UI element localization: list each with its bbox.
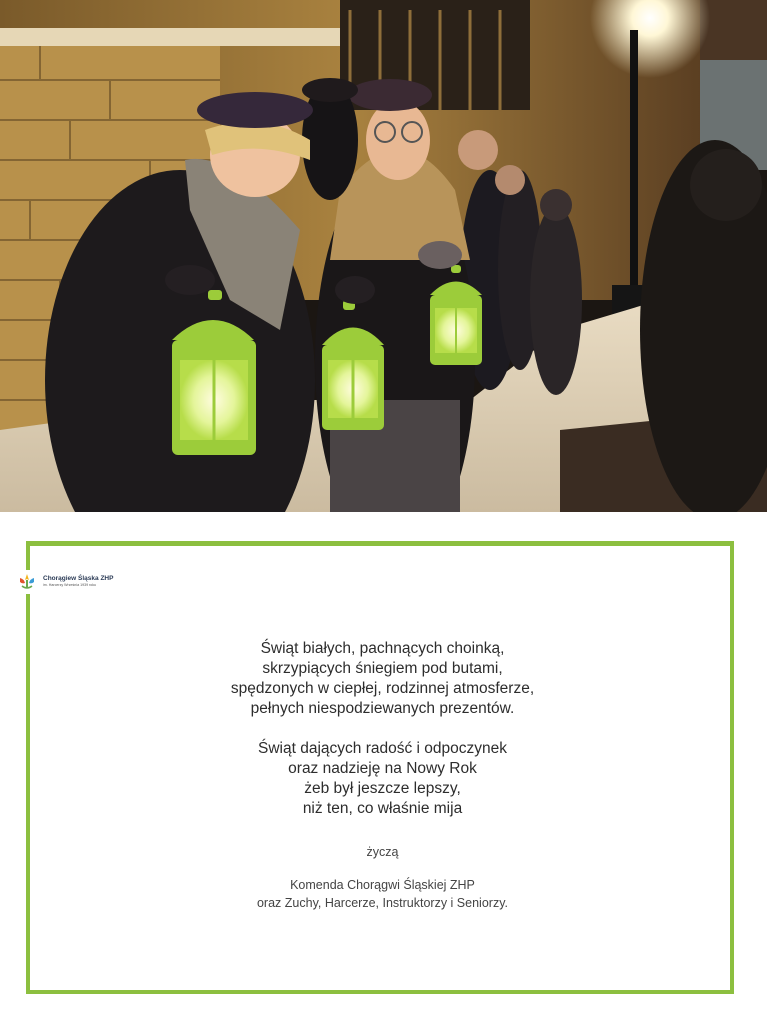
- verse-line: żeb był jeszcze lepszy,: [304, 780, 461, 797]
- wish-word: życzą: [366, 845, 399, 859]
- signature-line: Komenda Chorągwi Śląskiej ZHP: [290, 878, 475, 892]
- verse-line: Świąt dających radość i odpoczynek: [258, 740, 507, 757]
- verse-second-stanza: [60, 739, 705, 819]
- zhp-logo: [16, 570, 156, 594]
- signature-block: [60, 876, 705, 912]
- lily-logo-icon: [16, 572, 38, 592]
- verse-line: niż ten, co właśnie mija: [302, 800, 463, 817]
- verse-line: Świąt białych, pachnących choinką,: [260, 640, 505, 657]
- logo-title: Chorągiew Śląska ZHP: [43, 574, 114, 582]
- verse-first-stanza: [60, 639, 705, 719]
- verse-line: pełnych niespodziewanych prezentów.: [250, 700, 515, 717]
- verse-line: spędzonych w ciepłej, rodzinnej atmosferze,: [230, 680, 535, 697]
- logo-subtitle: im. Harcerzy Września 1939 roku: [43, 583, 97, 588]
- signature-line: oraz Zuchy, Harcerze, Instruktorzy i Seniorzy.: [256, 896, 508, 910]
- verse-line: oraz nadzieję na Nowy Rok: [288, 760, 477, 777]
- verse-line: skrzypiących śniegiem pod butami,: [262, 660, 503, 677]
